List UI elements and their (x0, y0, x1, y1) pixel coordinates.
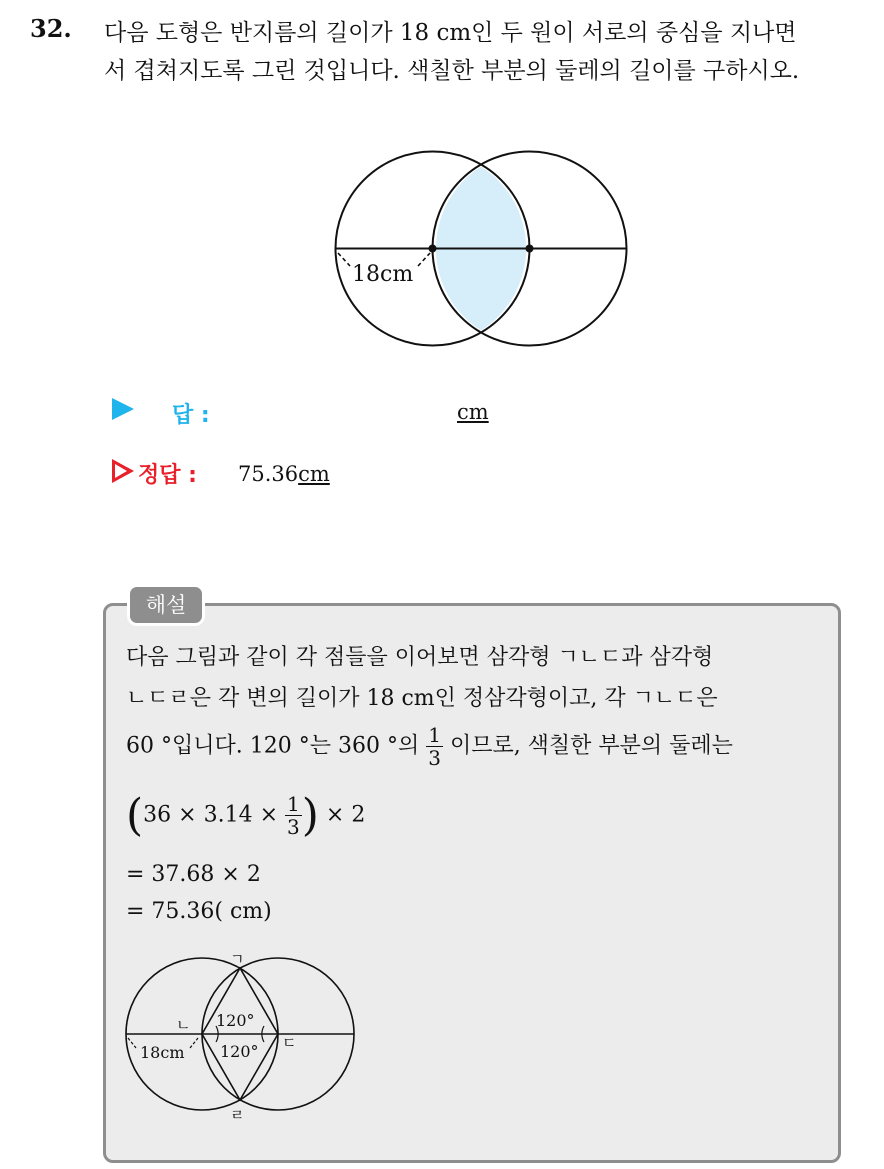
answer-row (112, 396, 489, 428)
fraction-one-third-eq: $\frac{1}{3}$ (287, 792, 300, 839)
equation-line3: = 75.36( cm) (126, 899, 272, 924)
answer-unit: cm (457, 400, 489, 424)
equation-line1: (36 × 3.14 × $\frac{1}{3}$ ) × 2 (126, 790, 366, 841)
question-text-line1: 다음 도형은 반지름의 길이가 18 cm인 두 원이 서로의 중심을 지나면 (104, 20, 797, 46)
explanation-figure (122, 948, 358, 1124)
radius-label: 18cm (140, 1043, 185, 1062)
radius-label: 18cm (352, 262, 414, 287)
point-r-label: ㄹ (230, 1106, 245, 1124)
question-number: 32. (30, 14, 72, 43)
explanation-tag: 해설 (127, 584, 205, 626)
answer-label: 답 : (172, 403, 210, 428)
explanation-line3: 60 °입니다. 120 °는 360 °의 $\frac{1}{3}$ 이므로, 색칠한 부분의 둘레는 (126, 723, 733, 770)
left-center-dot (429, 245, 437, 253)
right-center-dot (526, 245, 534, 253)
explanation-line2: ㄴㄷㄹ은 각 변의 길이가 18 cm인 정삼각형이고, 각 ㄱㄴㄷ은 (126, 686, 718, 711)
point-g-label: ㄱ (230, 950, 245, 968)
equation-line2: = 37.68 × 2 (126, 862, 261, 887)
question-text-line2: 서 겹쳐지도록 그린 것입니다. 색칠한 부분의 둘레의 길이를 구하시오. (104, 58, 800, 84)
correct-answer-value: 75.36cm (238, 462, 330, 486)
correct-answer-label: 정답 : (138, 463, 197, 488)
point-d-label: ㄷ (282, 1034, 297, 1052)
correct-answer-row (112, 458, 330, 488)
point-n-label: ㄴ (176, 1016, 191, 1034)
overlap-circles-figure (330, 148, 630, 353)
angle-bottom-label: 120° (220, 1042, 259, 1061)
outline-triangle-icon (112, 459, 134, 483)
play-triangle-icon (112, 398, 134, 420)
angle-top-label: 120° (216, 1011, 255, 1030)
fraction-one-third: $\frac{1}{3}$ (428, 723, 441, 770)
explanation-line1: 다음 그림과 같이 각 점들을 이어보면 삼각형 ㄱㄴㄷ과 삼각형 (126, 645, 714, 670)
